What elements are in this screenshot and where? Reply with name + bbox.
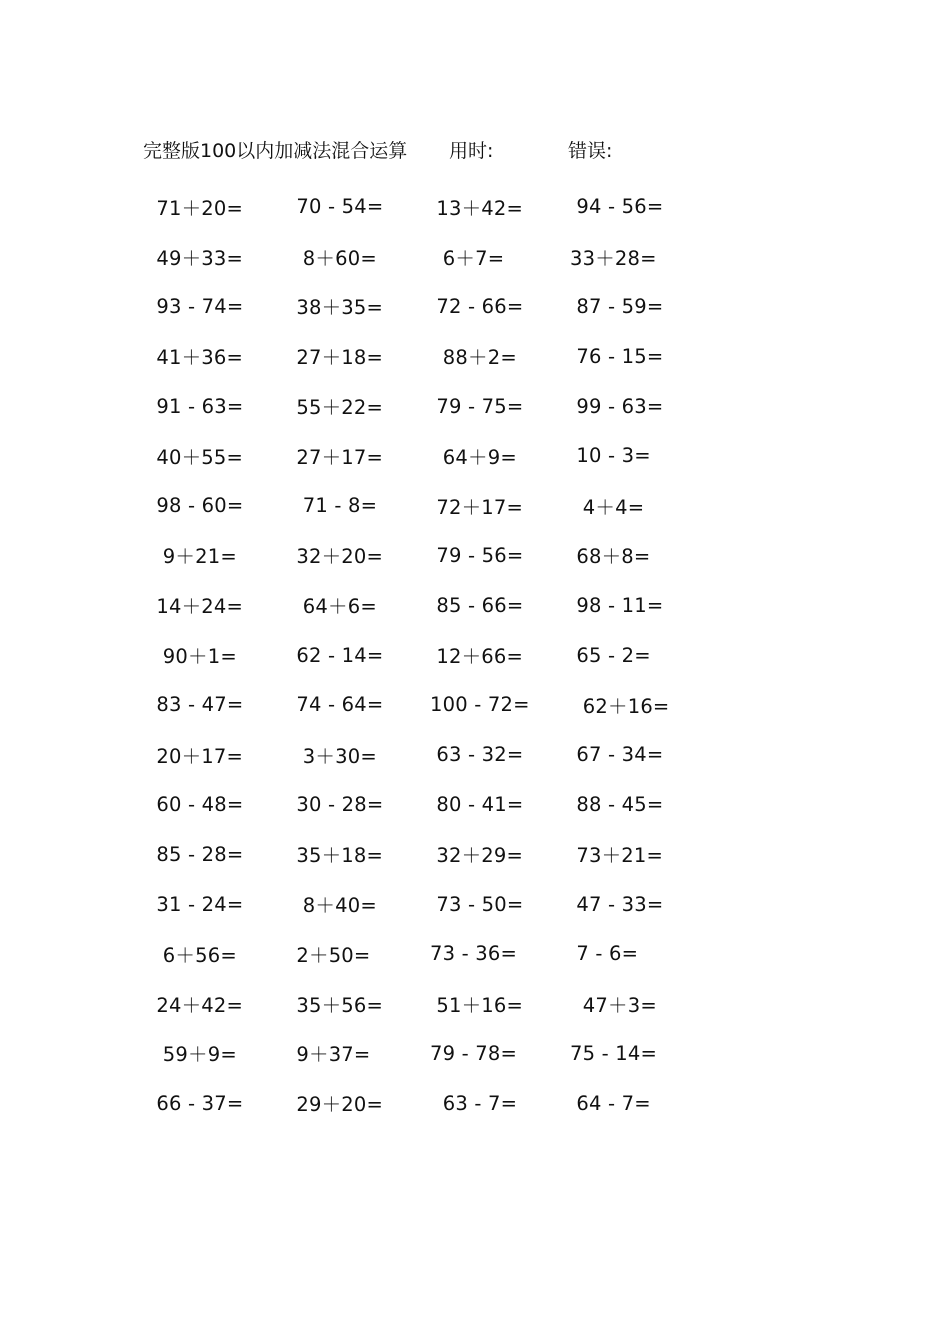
math-problem: 87 - 59=: [570, 294, 664, 318]
math-problem: 2＋50=: [290, 943, 371, 967]
math-problem: 55＋22=: [290, 396, 384, 420]
math-problem: 88＋2=: [430, 346, 517, 370]
problem-row: [150, 531, 710, 581]
math-problem: 31 - 24=: [150, 892, 244, 916]
math-problem: 8＋60=: [290, 246, 377, 270]
problem-row: [150, 680, 710, 730]
math-problem: 10 - 3=: [570, 444, 651, 468]
worksheet-title: 完整版100以内加减法混合运算: [143, 140, 408, 162]
math-problem: 94 - 56=: [570, 195, 664, 219]
problem-row: [150, 879, 710, 929]
problem-row: [150, 481, 710, 531]
math-problem: 65 - 2=: [570, 643, 651, 667]
math-problem: 12＋66=: [430, 645, 524, 669]
math-problem: 35＋18=: [290, 844, 384, 868]
math-problem: 62＋16=: [570, 694, 670, 718]
math-problem: 14＋24=: [150, 595, 244, 619]
math-problem: 6＋56=: [150, 943, 237, 967]
math-problem: 51＋16=: [430, 993, 524, 1017]
math-problem: 85 - 28=: [150, 842, 244, 866]
math-problem: 68＋8=: [570, 545, 651, 569]
math-problem: 32＋29=: [430, 844, 524, 868]
problem-row: [150, 829, 710, 879]
math-problem: 73 - 36=: [430, 942, 517, 966]
math-problem: 33＋28=: [570, 246, 657, 270]
math-problem: 71 - 8=: [290, 494, 378, 518]
math-problem: 90＋1=: [150, 645, 237, 669]
math-problem: 88 - 45=: [570, 792, 664, 816]
math-problem: 72＋17=: [430, 495, 524, 519]
math-problem: 100 - 72=: [430, 693, 530, 717]
math-problem: 49＋33=: [150, 246, 244, 270]
math-problem: 59＋9=: [150, 1043, 237, 1067]
math-problem: 32＋20=: [290, 545, 384, 569]
math-problem: 9＋37=: [290, 1043, 371, 1067]
math-problem: 6＋7=: [430, 246, 505, 270]
math-problem: 30 - 28=: [290, 792, 384, 816]
math-problem: 27＋18=: [290, 346, 384, 370]
math-problem: 79 - 56=: [430, 543, 524, 567]
math-problem: 75 - 14=: [570, 1041, 657, 1065]
math-problem: 38＋35=: [290, 296, 384, 320]
math-problem: 80 - 41=: [430, 792, 524, 816]
math-problem: 3＋30=: [290, 744, 377, 768]
problem-row: [150, 232, 710, 282]
problem-row: [150, 630, 710, 680]
math-problem: 63 - 32=: [430, 743, 524, 767]
math-problem: 67 - 34=: [570, 743, 664, 767]
math-problem: 76 - 15=: [570, 344, 664, 368]
math-problem: 73 - 50=: [430, 892, 524, 916]
problem-row: [150, 331, 710, 381]
problem-row: [150, 182, 710, 232]
math-problem: 29＋20=: [290, 1093, 384, 1117]
math-problem: 64＋6=: [290, 595, 377, 619]
math-problem: 62 - 14=: [290, 643, 384, 667]
math-problem: 64＋9=: [430, 445, 517, 469]
math-problem: 63 - 7=: [430, 1091, 518, 1115]
math-problem: 27＋17=: [290, 445, 384, 469]
problem-row: [150, 979, 710, 1029]
problem-row: [150, 780, 710, 830]
math-problem: 79 - 75=: [430, 394, 524, 418]
math-problem: 40＋55=: [150, 445, 244, 469]
math-problem: 79 - 78=: [430, 1041, 517, 1065]
math-problem: 74 - 64=: [290, 693, 384, 717]
math-problem: 93 - 74=: [150, 294, 244, 318]
problem-row: [150, 929, 710, 979]
problem-row: [150, 431, 710, 481]
math-problem: 64 - 7=: [570, 1091, 651, 1115]
worksheet-header: [0, 136, 950, 166]
problem-row: [150, 580, 710, 630]
math-problem: 7 - 6=: [570, 942, 639, 966]
math-problem: 20＋17=: [150, 744, 244, 768]
math-problem: 47＋3=: [570, 993, 657, 1017]
problem-row: [150, 282, 710, 332]
problem-row: [150, 730, 710, 780]
math-problem: 71＋20=: [150, 196, 244, 220]
math-problem: 60 - 48=: [150, 792, 244, 816]
math-problem: 13＋42=: [430, 196, 524, 220]
math-problem: 98 - 60=: [150, 494, 244, 518]
math-problem: 9＋21=: [150, 545, 237, 569]
math-problem: 73＋21=: [570, 844, 664, 868]
math-problem: 41＋36=: [150, 346, 244, 370]
problem-row: [150, 381, 710, 431]
math-problem: 91 - 63=: [150, 394, 244, 418]
math-problem: 8＋40=: [290, 894, 377, 918]
errors-label: 错误:: [568, 140, 613, 162]
math-problem: 4＋4=: [570, 495, 645, 519]
math-problem: 85 - 66=: [430, 593, 524, 617]
math-problem: 99 - 63=: [570, 394, 664, 418]
math-problem: 47 - 33=: [570, 892, 664, 916]
time-used-label: 用时:: [449, 140, 494, 162]
problem-row: [150, 1078, 710, 1128]
math-problem: 35＋56=: [290, 993, 384, 1017]
math-problem: 98 - 11=: [570, 593, 664, 617]
math-problem: 66 - 37=: [150, 1091, 244, 1115]
problem-row: [150, 1029, 710, 1079]
problem-grid: [150, 182, 710, 1128]
math-problem: 24＋42=: [150, 993, 244, 1017]
math-problem: 83 - 47=: [150, 693, 244, 717]
math-problem: 72 - 66=: [430, 294, 524, 318]
math-problem: 70 - 54=: [290, 195, 384, 219]
